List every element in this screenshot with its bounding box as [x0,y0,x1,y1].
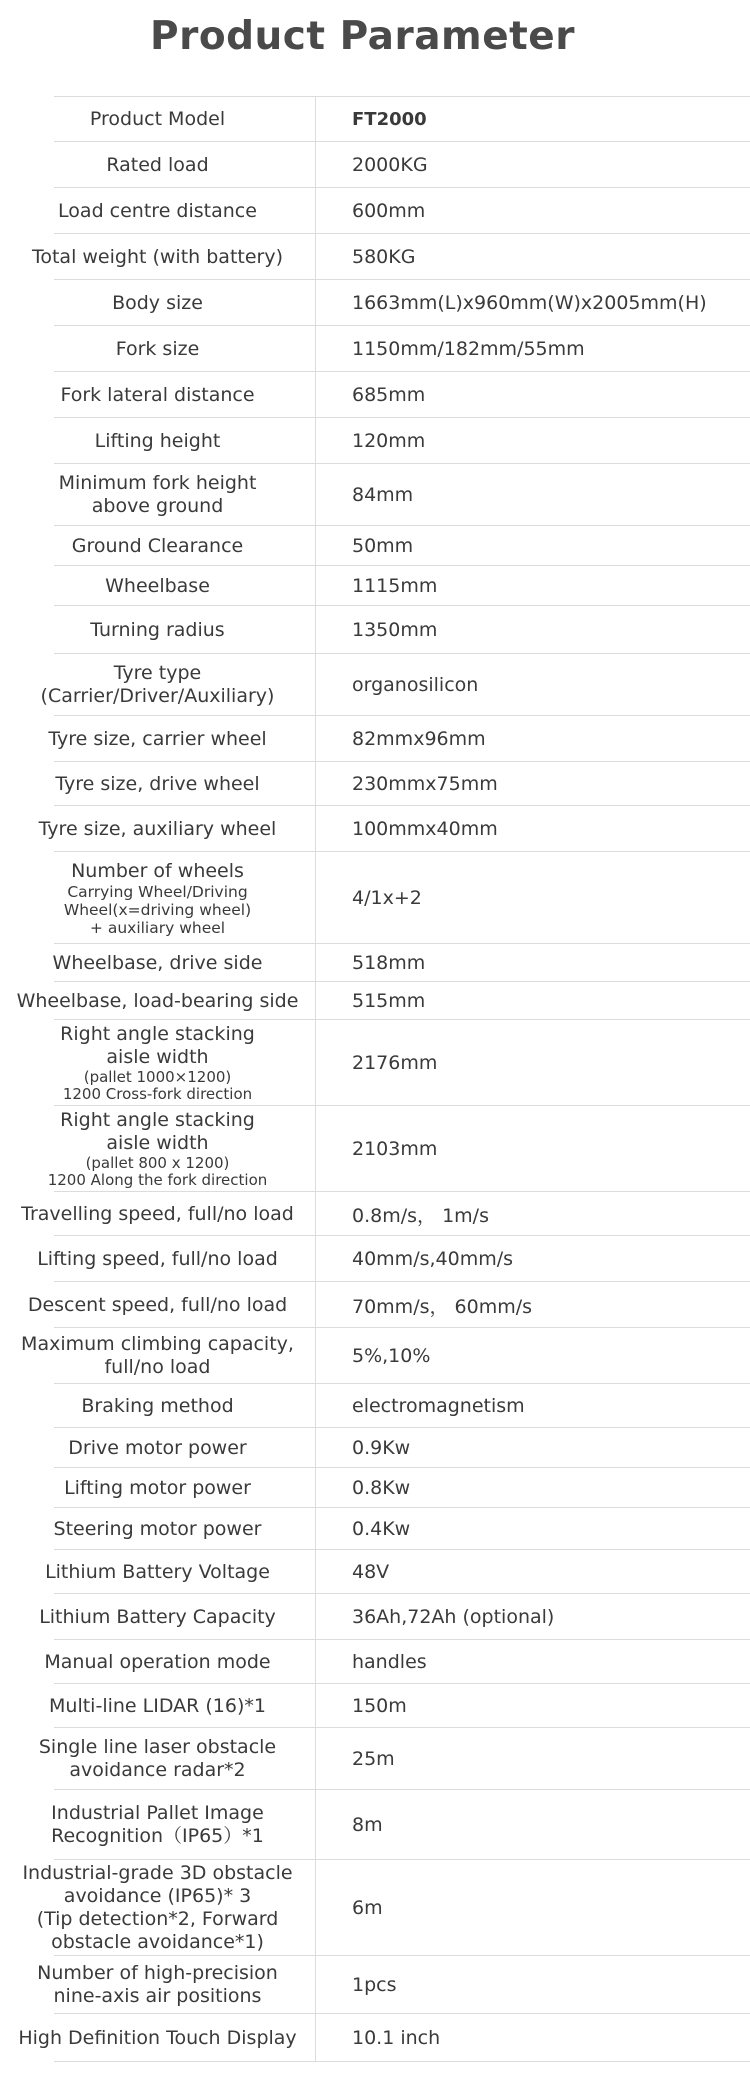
table-row [0,1790,750,1860]
table-row [0,418,750,464]
param-label: Lithium Battery Voltage [45,1560,270,1583]
param-value: 2176mm [352,1052,438,1074]
param-value: 84mm [352,484,414,506]
param-value: 36Ah,72Ah (optional) [352,1606,555,1628]
param-value: 150m [352,1695,407,1717]
param-label: Wheelbase [105,574,210,597]
param-value: electromagnetism [352,1395,525,1417]
table-row [0,188,750,234]
table-row [0,654,750,716]
table-row [0,1550,750,1594]
param-value: 0.8m/s， 1m/s [352,1204,489,1227]
param-value: 5%,10% [352,1345,431,1367]
param-value: FT2000 [352,108,427,130]
param-value: 1150mm/182mm/55mm [352,338,585,360]
param-label: Travelling speed, full/no load [21,1202,294,1225]
param-label: Number of wheels Carrying Wheel/Driving Wheel(x=driving wheel) + auxiliary wheel [63,859,252,937]
param-value: 2000KG [352,154,428,176]
param-value: 580KG [352,246,416,268]
param-value: 1663mm(L)x960mm(W)x2005mm(H) [352,292,707,314]
table-row [0,1020,750,1106]
param-value: 1115mm [352,575,438,597]
param-value: 0.8Kw [352,1477,411,1499]
table-row [0,1106,750,1192]
param-value: 0.4Kw [352,1518,411,1540]
param-value: 40mm/s,40mm/s [352,1248,514,1270]
param-label: Industrial Pallet Image Recognition（IP65）*1 [51,1802,264,1847]
table-row [0,96,750,142]
param-label: Wheelbase, drive side [52,951,263,974]
param-label: Maximum climbing capacity, full/no load [21,1333,294,1378]
table-row [0,1508,750,1550]
table-row [0,1428,750,1468]
table-row [0,1328,750,1384]
table-row [0,1192,750,1236]
param-value: 10.1 inch [352,2027,441,2049]
param-label: Lifting height [94,429,221,452]
param-value: 70mm/s， 60mm/s [352,1295,533,1318]
table-row [0,806,750,852]
table-row [0,142,750,188]
param-value: 8m [352,1814,383,1836]
param-label: Right angle stacking aisle width (pallet 800 x 1200) 1200 Along the fork direction [47,1109,268,1189]
page-title: Product Parameter [150,14,575,59]
param-value: 230mmx75mm [352,773,498,795]
param-label: Total weight (with battery) [31,245,284,268]
param-label: Manual operation mode [44,1650,271,1673]
table-row [0,464,750,526]
param-value: 600mm [352,200,426,222]
param-label: High Definition Touch Display [18,2026,297,2049]
param-label: Lithium Battery Capacity [39,1605,276,1628]
param-value: 6m [352,1897,383,1919]
param-value: 515mm [352,990,426,1012]
param-value: handles [352,1651,427,1673]
param-value: organosilicon [352,674,479,696]
table-row [0,852,750,944]
table-row [0,1594,750,1640]
table-row [0,566,750,606]
table-row [0,762,750,806]
table-row [0,234,750,280]
param-label: Right angle stacking aisle width (pallet 1000×1200) 1200 Cross-fork direction [60,1023,255,1103]
param-label: Lifting motor power [64,1476,251,1499]
param-label: Industrial-grade 3D obstacle avoidance (IP65)* 3 (Tip detection*2, Forward obstacle avoidance*1) [22,1862,293,1953]
param-value: 82mmx96mm [352,728,486,750]
param-value: 518mm [352,952,426,974]
param-label: Fork size [115,337,200,360]
table-row [0,1384,750,1428]
param-label: Ground Clearance [71,534,244,557]
param-value: 1pcs [352,1974,397,1996]
param-label: Turning radius [90,618,225,641]
param-value: 2103mm [352,1138,438,1160]
table-row [0,1282,750,1328]
param-label: Number of high-precision nine-axis air positions [37,1962,278,2007]
param-label: Drive motor power [68,1436,247,1459]
table-row [0,526,750,566]
param-label: Load centre distance [58,199,257,222]
param-label: Single line laser obstacle avoidance radar*2 [38,1736,277,1781]
param-label: Steering motor power [53,1517,262,1540]
param-value: 48V [352,1561,390,1583]
param-label: Lifting speed, full/no load [37,1247,278,1270]
param-label: Body size [112,291,203,314]
param-label: Tyre size, carrier wheel [48,727,267,750]
param-value: 100mmx40mm [352,818,498,840]
table-row [0,982,750,1020]
param-label: Multi-line LIDAR (16)*1 [49,1694,266,1717]
table-row [0,716,750,762]
table-row [0,326,750,372]
param-value: 685mm [352,384,426,406]
param-label: Product Model [89,107,226,130]
param-value: 4/1x+2 [352,887,422,909]
table-row [0,1640,750,1684]
param-label: Rated load [106,153,209,176]
param-value: 0.9Kw [352,1437,411,1459]
param-value: 1350mm [352,619,438,641]
param-label: Tyre size, auxiliary wheel [38,817,277,840]
table-row [0,1860,750,1956]
param-label: Wheelbase, load-bearing side [16,989,299,1012]
param-value: 120mm [352,430,426,452]
table-row [0,606,750,654]
param-label: Minimum fork height above ground [58,472,257,517]
param-value: 50mm [352,535,414,557]
table-row [0,280,750,326]
table-row [0,372,750,418]
table-row [0,1728,750,1790]
table-row [0,1684,750,1728]
param-label: Tyre size, drive wheel [55,772,260,795]
table-row [0,1236,750,1282]
param-value: 25m [352,1748,395,1770]
param-label: Descent speed, full/no load [27,1293,288,1316]
table-row [0,944,750,982]
table-row [0,2014,750,2062]
table-row [0,1956,750,2014]
table-row [0,1468,750,1508]
param-label: Tyre type (Carrier/Driver/Auxiliary) [40,662,275,707]
param-label: Fork lateral distance [60,383,255,406]
param-label: Braking method [81,1394,234,1417]
